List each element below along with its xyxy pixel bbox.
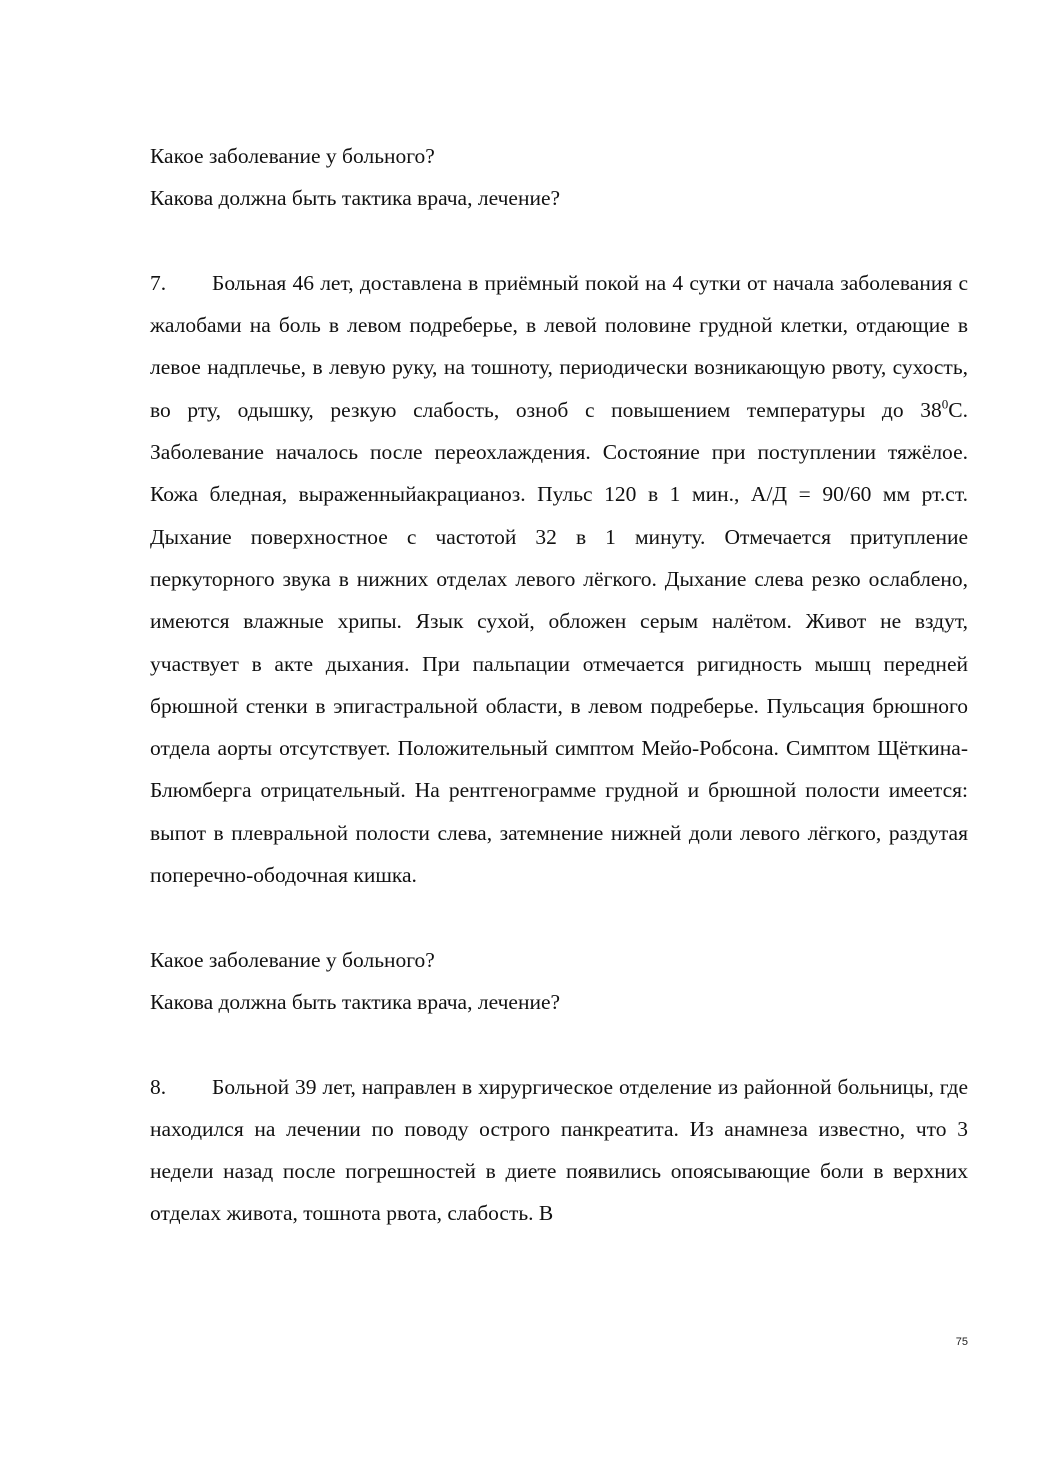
case-7-text-part1: Больная 46 лет, доставлена в приёмный покой на 4 сутки от начала заболевания с жалобами на боль в левом подреберье, в левой половине грудной клетки, отдающие в левое надплечье, в левую руку, на тошноту, периодически возникающую рвоту, сухость, во рту, одышку, резкую слабость, озноб с повышением температуры до 38 bbox=[150, 270, 968, 422]
paragraph-gap bbox=[150, 1023, 968, 1065]
page-body bbox=[150, 135, 968, 1235]
question-diagnosis-2: Какое заболевание у больного? bbox=[150, 947, 435, 972]
case-8-number: 8. bbox=[150, 1074, 167, 1099]
question-diagnosis-1: Какое заболевание у больного? bbox=[150, 144, 435, 168]
question-tactics-1: Какова должна быть тактика врача, лечение? bbox=[150, 186, 561, 211]
paragraph-gap bbox=[150, 896, 968, 938]
case-8-text: Больной 39 лет, направлен в хирургическое отделение из районной больницы, где находился на лечении по поводу острого панкреатита. Из анамнеза известно, что 3 недели назад после погрешностей в диете появились опоясывающие боли в верхних отделах живота, тошнота рвота, слабость. В bbox=[150, 1074, 968, 1226]
case-7-text-part2: С. Заболевание началось после переохлаждения. Состояние при поступлении тяжёлое. Кожа бледная, выраженныйакрацианоз. Пульс 120 в 1 мин., А/Д = 90/60 мм рт.ст. Дыхание поверхностное с частотой 32 в 1 минуту. Отмечается притупление перкуторного звука в нижних отделах левого лёгкого. Дыхание слева резко ослаблено, имеются влажные хрипы. Язык сухой, обложен серым налётом. Живот не вздут, участвует в акте дыхания. При пальпации отмечается ригидность мышц передней брюшной стенки в эпигастральной области, в левом подреберье. Пульсация брюшного отдела аорты отсутствует. Положительный симптом Мейо-Робсона. Симптом Щёткина-Блюмберга отрицательный. На рентгенограмме грудной и брюшной полости имеется: выпот в плевральной полости слева, затемнение нижней доли левого лёгкого, раздутая поперечно-ободочная кишка. bbox=[150, 397, 968, 888]
degree-superscript: 0 bbox=[941, 396, 949, 412]
paragraph-gap bbox=[150, 220, 968, 262]
case-7-paragraph bbox=[150, 262, 968, 896]
page-number: 75 bbox=[955, 1336, 968, 1348]
case-7-number: 7. bbox=[150, 270, 167, 295]
question-tactics-2: Какова должна быть тактика врача, лечение? bbox=[150, 989, 561, 1014]
case-8-paragraph bbox=[150, 1066, 968, 1235]
